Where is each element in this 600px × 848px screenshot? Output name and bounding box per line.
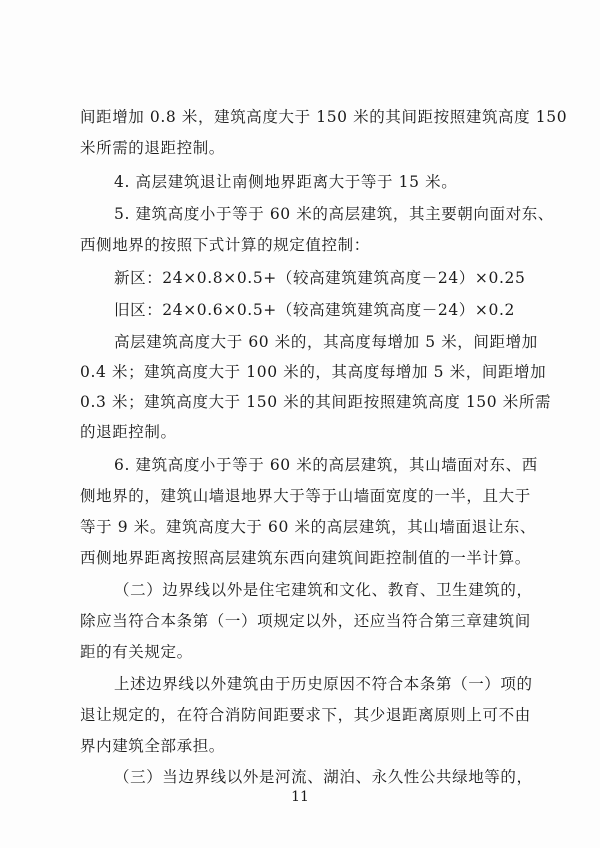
text-line-12: 6. 建筑高度小于等于 60 米的高层建筑，其山墙面对东、西 [114,456,538,474]
text-line-16: （二）边界线以外是住宅建筑和文化、教育、卫生建筑的， [114,581,533,599]
text-line-22: （三）当边界线以外是河流、湖泊、永久性公共绿地等的， [114,768,533,786]
page-number: 11 [291,789,309,805]
text-line-4: 5. 建筑高度小于等于 60 米的高层建筑，其主要朝向面对东、 [114,205,554,223]
text-line-10: 0.3 米；建筑高度大于 150 米的其间距按照建筑高度 150 米所需 [80,393,552,411]
text-line-5: 西侧地界的按照下式计算的规定值控制： [80,236,370,254]
text-line-15: 西侧地界距离按照高层建筑东西向建筑间距控制值的一半计算。 [80,549,531,567]
text-line-21: 界内建筑全部承担。 [80,737,225,755]
text-line-14: 等于 9 米。建筑高度大于 60 米的高层建筑，其山墙面退让东、 [80,518,536,536]
text-line-17: 除应当符合本条第（一）项规定以外，还应当符合第三章建筑间 [80,612,531,630]
text-line-3: 4. 高层建筑退让南侧地界距离大于等于 15 米。 [114,173,458,191]
text-line-13: 侧地界的，建筑山墙退地界大于等于山墙面宽度的一半，且大于 [80,487,531,505]
text-line-19: 上述边界线以外建筑由于历史原因不符合本条第（一）项的 [114,675,533,693]
text-line-18: 距的有关规定。 [80,643,193,661]
text-line-8: 高层建筑高度大于 60 米的，其高度每增加 5 米，间距增加 [114,333,538,351]
text-line-1: 间距增加 0.8 米，建筑高度大于 150 米的其间距按照建筑高度 150 [80,108,568,126]
text-line-2: 米所需的退距控制。 [80,139,225,157]
formula-old-district: 旧区：24×0.6×0.5+（较高建筑建筑高度－24）×0.2 [114,301,515,319]
text-line-20: 退让规定的，在符合消防间距要求下，其少退距离原则上可不由 [80,706,531,724]
formula-new-district: 新区：24×0.8×0.5+（较高建筑建筑高度－24）×0.25 [114,269,526,287]
text-line-9: 0.4 米；建筑高度大于 100 米的，其高度每增加 5 米，间距增加 [80,363,547,381]
text-line-11: 的退距控制。 [80,423,177,441]
